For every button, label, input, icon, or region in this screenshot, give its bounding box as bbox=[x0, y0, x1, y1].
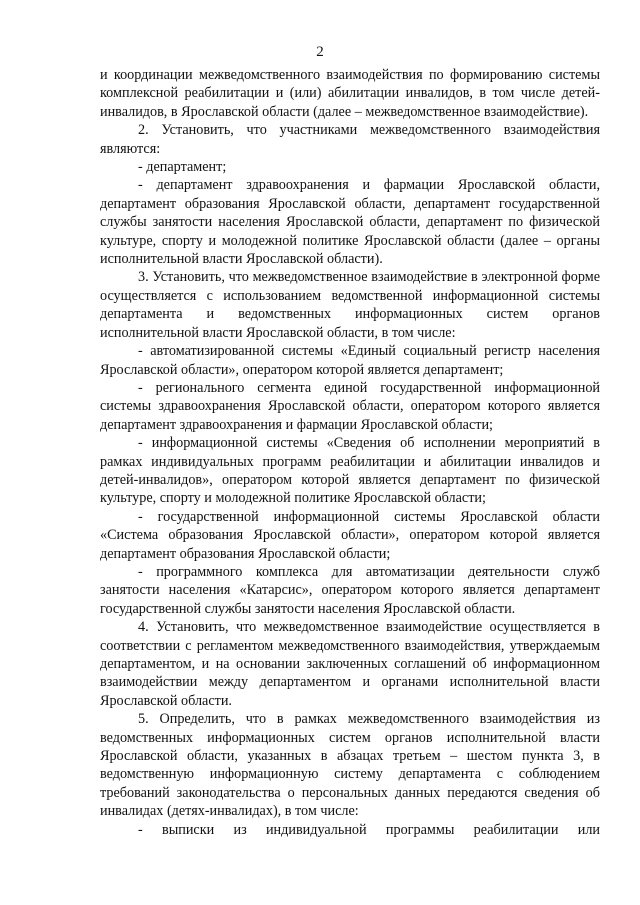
list-item-social-register: - автоматизированной системы «Единый социальный регистр населения Ярославской области», оператором которой является департамент; bbox=[100, 343, 600, 378]
list-item-katarsis: - программного комплекса для автоматизации деятельности служб занятости населения «Катарсис», оператором которого является департамент государственной службы занятости населения Ярославской области. bbox=[100, 563, 600, 617]
paragraph-clause-4: 4. Установить, что межведомственное взаимодействие осуществляется в соответствии с регламентом межведомственного взаимодействия, утверждаемым департаментом, и на основании заключенных соглашений об информационном взаимодействии между департаментом и органами исполнительной власти Ярославской области. bbox=[100, 619, 600, 709]
list-item-rehabilitation-system: - информационной системы «Сведения об исполнении мероприятий в рамках индивидуальных программ реабилитации и абилитации инвалидов и детей-инвалидов», оператором которой является департамент по физической культуре, спорту и молодежной политике Ярославской области; bbox=[100, 435, 600, 507]
list-item-health-system: - регионального сегмента единой государственной информационной системы здравоохранения Ярославской области, оператором которого является департамент здравоохранения и фармации Ярославской области; bbox=[100, 379, 600, 433]
paragraph-clause-3: 3. Установить, что межведомственное взаимодействие в электронной форме осуществляется с использованием ведомственной информационной системы департамента и ведомственных информационных систем органов исполнительной власти Ярославской области, в том числе: bbox=[100, 269, 600, 341]
list-item-department: - департамент; bbox=[138, 159, 227, 176]
list-item-executive-bodies: - департамент здравоохранения и фармации Ярославской области, департамент образования Ярославской области, департамент государственной службы занятости населения Ярославской области, департамент по физической культуре, спорту и молодежной политике Ярославской области (далее – органы исполнительной власти Ярославской области). bbox=[100, 177, 600, 268]
list-item-extracts: - выписки из индивидуальной программы реабилитации или bbox=[138, 821, 600, 838]
paragraph-clause-5: 5. Определить, что в рамках межведомственного взаимодействия из ведомственных информационных систем органов исполнительной власти Ярославской области, указанных в абзацах третьем – шестом пункта 3, в ведомственную информационную систему департамента с соблюдением требований законодательства о персональных данных передаются сведения об инвалидах (детях-инвалидах), в том числе: bbox=[100, 711, 600, 820]
document-body bbox=[100, 66, 600, 839]
paragraph-clause-2: 2. Установить, что участниками межведомственного взаимодействия являются: bbox=[100, 122, 600, 157]
list-item-education-system: - государственной информационной системы Ярославской области «Система образования Ярославской области», оператором которой является департамент образования Ярославской области; bbox=[100, 508, 600, 562]
paragraph-intro-continuation: и координации межведомственного взаимодействия по формированию системы комплексной реабилитации и (или) абилитации инвалидов, в том числе детей-инвалидов, в Ярославской области (далее – межведомственное взаимодействие). bbox=[100, 67, 600, 120]
page-number: 2 bbox=[316, 44, 324, 60]
